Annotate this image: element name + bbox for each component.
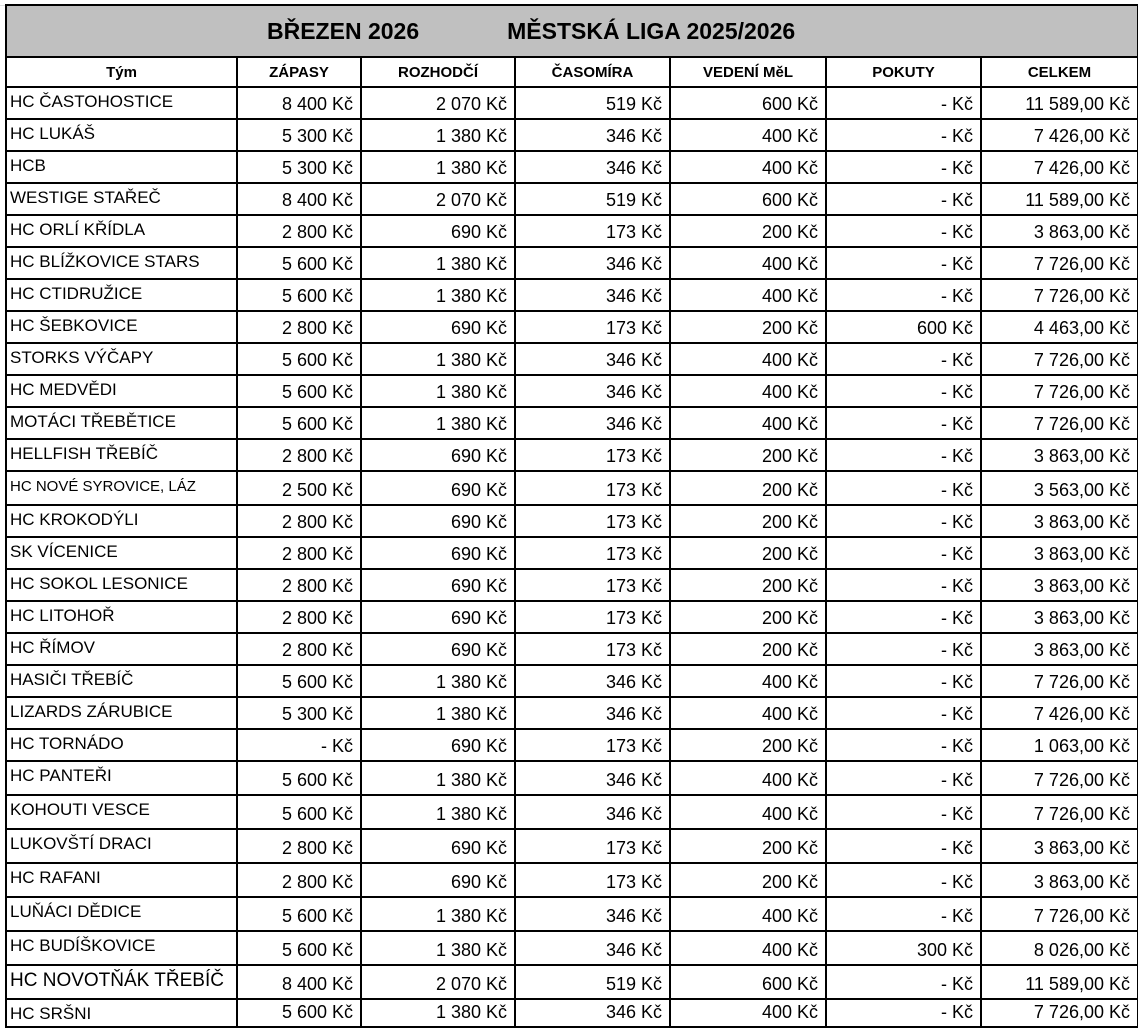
team-name-cell[interactable]: HC MEDVĚDI <box>6 375 237 407</box>
table-row <box>6 471 1138 505</box>
team-name-cell[interactable]: HC RAFANI <box>6 863 237 897</box>
fines-cell[interactable]: - Kč <box>826 279 981 311</box>
matches-cell[interactable]: 2 800 Kč <box>237 829 361 863</box>
records-cell[interactable]: 200 Kč <box>670 829 826 863</box>
total-cell[interactable]: 7 726,00 Kč <box>981 665 1138 697</box>
records-cell[interactable]: 400 Kč <box>670 119 826 151</box>
team-name-cell[interactable]: MOTÁCI TŘEBĚTICE <box>6 407 237 439</box>
referee-cell[interactable]: 1 380 Kč <box>361 247 515 279</box>
table-row <box>6 829 1138 863</box>
referee-cell[interactable]: 690 Kč <box>361 601 515 633</box>
column-header-fines[interactable]: POKUTY <box>826 57 981 87</box>
timekeeper-cell[interactable]: 173 Kč <box>515 601 670 633</box>
matches-cell[interactable]: 8 400 Kč <box>237 965 361 999</box>
team-name-cell[interactable]: HC ŘÍMOV <box>6 633 237 665</box>
fines-cell[interactable]: - Kč <box>826 375 981 407</box>
total-cell[interactable]: 7 426,00 Kč <box>981 119 1138 151</box>
fines-cell[interactable]: - Kč <box>826 471 981 505</box>
total-cell[interactable]: 1 063,00 Kč <box>981 729 1138 761</box>
matches-cell[interactable]: 5 600 Kč <box>237 999 361 1027</box>
team-name-cell[interactable]: LUŇÁCI DĚDICE <box>6 897 237 931</box>
timekeeper-cell[interactable]: 346 Kč <box>515 407 670 439</box>
team-name-cell[interactable]: HC BLÍŽKOVICE STARS <box>6 247 237 279</box>
referee-cell[interactable]: 1 380 Kč <box>361 795 515 829</box>
fines-cell[interactable]: - Kč <box>826 119 981 151</box>
fines-cell[interactable]: - Kč <box>826 761 981 795</box>
matches-cell[interactable]: 2 800 Kč <box>237 215 361 247</box>
timekeeper-cell[interactable]: 173 Kč <box>515 505 670 537</box>
fines-cell[interactable]: - Kč <box>826 965 981 999</box>
table-row <box>6 279 1138 311</box>
fines-cell[interactable]: - Kč <box>826 247 981 279</box>
referee-cell[interactable]: 1 380 Kč <box>361 375 515 407</box>
referee-cell[interactable]: 1 380 Kč <box>361 343 515 375</box>
total-cell[interactable]: 7 726,00 Kč <box>981 897 1138 931</box>
matches-cell[interactable]: 5 600 Kč <box>237 279 361 311</box>
matches-cell[interactable]: 5 600 Kč <box>237 761 361 795</box>
team-name-cell[interactable]: HCB <box>6 151 237 183</box>
fines-cell[interactable]: - Kč <box>826 215 981 247</box>
total-cell[interactable]: 4 463,00 Kč <box>981 311 1138 343</box>
referee-cell[interactable]: 1 380 Kč <box>361 665 515 697</box>
matches-cell[interactable]: 5 300 Kč <box>237 697 361 729</box>
fines-cell[interactable]: - Kč <box>826 897 981 931</box>
total-cell[interactable]: 7 726,00 Kč <box>981 343 1138 375</box>
team-name-cell[interactable]: HC SRŠNI <box>6 999 237 1027</box>
timekeeper-cell[interactable]: 346 Kč <box>515 151 670 183</box>
records-cell[interactable]: 400 Kč <box>670 665 826 697</box>
matches-cell[interactable]: 2 800 Kč <box>237 537 361 569</box>
total-cell[interactable]: 7 726,00 Kč <box>981 247 1138 279</box>
referee-cell[interactable]: 690 Kč <box>361 505 515 537</box>
referee-cell[interactable]: 1 380 Kč <box>361 697 515 729</box>
records-cell[interactable]: 200 Kč <box>670 471 826 505</box>
records-cell[interactable]: 200 Kč <box>670 601 826 633</box>
team-name-cell[interactable]: HC LITOHOŘ <box>6 601 237 633</box>
records-cell[interactable]: 400 Kč <box>670 931 826 965</box>
total-cell[interactable]: 8 026,00 Kč <box>981 931 1138 965</box>
total-cell[interactable]: 7 726,00 Kč <box>981 999 1138 1027</box>
table-row <box>6 931 1138 965</box>
referee-cell[interactable]: 690 Kč <box>361 439 515 471</box>
table-row <box>6 999 1138 1027</box>
timekeeper-cell[interactable]: 173 Kč <box>515 829 670 863</box>
table-row <box>6 965 1138 999</box>
timekeeper-cell[interactable]: 346 Kč <box>515 279 670 311</box>
referee-cell[interactable]: 1 380 Kč <box>361 931 515 965</box>
team-name-cell[interactable]: HC ŠEBKOVICE <box>6 311 237 343</box>
records-cell[interactable]: 200 Kč <box>670 505 826 537</box>
matches-cell[interactable]: 2 800 Kč <box>237 863 361 897</box>
matches-cell[interactable]: 2 800 Kč <box>237 439 361 471</box>
fines-cell[interactable]: - Kč <box>826 183 981 215</box>
table-row <box>6 183 1138 215</box>
matches-cell[interactable]: 5 600 Kč <box>237 665 361 697</box>
fines-cell[interactable]: - Kč <box>826 999 981 1027</box>
records-cell[interactable]: 200 Kč <box>670 569 826 601</box>
team-name-cell[interactable]: HC BUDÍŠKOVICE <box>6 931 237 965</box>
table-row <box>6 407 1138 439</box>
fees-table <box>5 4 1138 1028</box>
team-name-cell[interactable]: KOHOUTI VESCE <box>6 795 237 829</box>
total-cell[interactable]: 7 726,00 Kč <box>981 407 1138 439</box>
table-row <box>6 863 1138 897</box>
team-name-cell[interactable]: HELLFISH TŘEBÍČ <box>6 439 237 471</box>
records-cell[interactable]: 200 Kč <box>670 215 826 247</box>
referee-cell[interactable]: 1 380 Kč <box>361 897 515 931</box>
fines-cell[interactable]: - Kč <box>826 569 981 601</box>
timekeeper-cell[interactable]: 346 Kč <box>515 897 670 931</box>
records-cell[interactable]: 400 Kč <box>670 343 826 375</box>
matches-cell[interactable]: 8 400 Kč <box>237 183 361 215</box>
table-row <box>6 343 1138 375</box>
fines-cell[interactable]: 600 Kč <box>826 311 981 343</box>
team-name-cell[interactable]: HC ČASTOHOSTICE <box>6 87 237 119</box>
total-cell[interactable]: 3 863,00 Kč <box>981 215 1138 247</box>
fines-cell[interactable]: - Kč <box>826 795 981 829</box>
column-header-referee[interactable]: ROZHODČÍ <box>361 57 515 87</box>
table-row <box>6 697 1138 729</box>
title-month: BŘEZEN 2026 <box>267 17 420 44</box>
fines-cell[interactable]: - Kč <box>826 439 981 471</box>
matches-cell[interactable]: 5 600 Kč <box>237 407 361 439</box>
title-cell[interactable] <box>6 5 1138 57</box>
matches-cell[interactable]: 2 800 Kč <box>237 505 361 537</box>
table-row <box>6 601 1138 633</box>
records-cell[interactable]: 400 Kč <box>670 697 826 729</box>
timekeeper-cell[interactable]: 346 Kč <box>515 931 670 965</box>
matches-cell[interactable]: 5 600 Kč <box>237 375 361 407</box>
records-cell[interactable]: 400 Kč <box>670 761 826 795</box>
total-cell[interactable]: 3 563,00 Kč <box>981 471 1138 505</box>
table-row <box>6 87 1138 119</box>
records-cell[interactable]: 400 Kč <box>670 375 826 407</box>
matches-cell[interactable]: 5 600 Kč <box>237 931 361 965</box>
timekeeper-cell[interactable]: 519 Kč <box>515 183 670 215</box>
team-name-cell[interactable]: HC PANTEŘI <box>6 761 237 795</box>
fines-cell[interactable]: - Kč <box>826 697 981 729</box>
records-cell[interactable]: 400 Kč <box>670 897 826 931</box>
timekeeper-cell[interactable]: 173 Kč <box>515 729 670 761</box>
total-cell[interactable]: 11 589,00 Kč <box>981 87 1138 119</box>
referee-cell[interactable]: 2 070 Kč <box>361 183 515 215</box>
records-cell[interactable]: 200 Kč <box>670 633 826 665</box>
total-cell[interactable]: 7 426,00 Kč <box>981 697 1138 729</box>
timekeeper-cell[interactable]: 173 Kč <box>515 863 670 897</box>
fines-cell[interactable]: - Kč <box>826 343 981 375</box>
matches-cell[interactable]: 2 800 Kč <box>237 311 361 343</box>
fines-cell[interactable]: - Kč <box>826 829 981 863</box>
timekeeper-cell[interactable]: 173 Kč <box>515 633 670 665</box>
timekeeper-cell[interactable]: 346 Kč <box>515 375 670 407</box>
matches-cell[interactable]: 5 600 Kč <box>237 897 361 931</box>
timekeeper-cell[interactable]: 519 Kč <box>515 87 670 119</box>
fines-cell[interactable]: - Kč <box>826 537 981 569</box>
table-row <box>6 311 1138 343</box>
referee-cell[interactable]: 690 Kč <box>361 215 515 247</box>
referee-cell[interactable]: 1 380 Kč <box>361 151 515 183</box>
fines-cell[interactable]: 300 Kč <box>826 931 981 965</box>
title-league: MĚSTSKÁ LIGA 2025/2026 <box>507 17 796 44</box>
total-cell[interactable]: 3 863,00 Kč <box>981 633 1138 665</box>
column-header-matches[interactable]: ZÁPASY <box>237 57 361 87</box>
total-cell[interactable]: 3 863,00 Kč <box>981 537 1138 569</box>
referee-cell[interactable]: 690 Kč <box>361 471 515 505</box>
referee-cell[interactable]: 2 070 Kč <box>361 965 515 999</box>
table-row <box>6 151 1138 183</box>
matches-cell[interactable]: 5 300 Kč <box>237 119 361 151</box>
total-cell[interactable]: 7 726,00 Kč <box>981 795 1138 829</box>
fines-cell[interactable]: - Kč <box>826 407 981 439</box>
table-row <box>6 665 1138 697</box>
table-row <box>6 375 1138 407</box>
records-cell[interactable]: 200 Kč <box>670 863 826 897</box>
team-name-cell[interactable]: LIZARDS ZÁRUBICE <box>6 697 237 729</box>
referee-cell[interactable]: 690 Kč <box>361 569 515 601</box>
team-name-cell[interactable]: STORKS VÝČAPY <box>6 343 237 375</box>
column-header-total[interactable]: CELKEM <box>981 57 1138 87</box>
referee-cell[interactable]: 1 380 Kč <box>361 119 515 151</box>
table-row <box>6 795 1138 829</box>
fines-cell[interactable]: - Kč <box>826 505 981 537</box>
referee-cell[interactable]: 690 Kč <box>361 729 515 761</box>
team-name-cell[interactable]: HC ORLÍ KŘÍDLA <box>6 215 237 247</box>
fines-cell[interactable]: - Kč <box>826 151 981 183</box>
table-row <box>6 505 1138 537</box>
team-name-cell[interactable]: HC CTIDRUŽICE <box>6 279 237 311</box>
referee-cell[interactable]: 690 Kč <box>361 311 515 343</box>
table-row <box>6 569 1138 601</box>
matches-cell[interactable]: 2 500 Kč <box>237 471 361 505</box>
matches-cell[interactable]: 2 800 Kč <box>237 601 361 633</box>
total-cell[interactable]: 3 863,00 Kč <box>981 439 1138 471</box>
timekeeper-cell[interactable]: 346 Kč <box>515 761 670 795</box>
table-row <box>6 633 1138 665</box>
total-cell[interactable]: 7 726,00 Kč <box>981 761 1138 795</box>
team-name-cell[interactable]: LUKOVŠTÍ DRACI <box>6 829 237 863</box>
team-name-cell[interactable]: HC NOVOTŇÁK TŘEBÍČ <box>6 965 237 999</box>
referee-cell[interactable]: 2 070 Kč <box>361 87 515 119</box>
referee-cell[interactable]: 1 380 Kč <box>361 999 515 1027</box>
referee-cell[interactable]: 1 380 Kč <box>361 279 515 311</box>
total-cell[interactable]: 3 863,00 Kč <box>981 601 1138 633</box>
table-row <box>6 897 1138 931</box>
total-cell[interactable]: 11 589,00 Kč <box>981 183 1138 215</box>
timekeeper-cell[interactable]: 519 Kč <box>515 965 670 999</box>
table-row <box>6 537 1138 569</box>
records-cell[interactable]: 400 Kč <box>670 795 826 829</box>
matches-cell[interactable]: 2 800 Kč <box>237 633 361 665</box>
timekeeper-cell[interactable]: 173 Kč <box>515 439 670 471</box>
team-name-cell[interactable]: WESTIGE STAŘEČ <box>6 183 237 215</box>
records-cell[interactable]: 200 Kč <box>670 439 826 471</box>
team-name-cell[interactable]: SK VÍCENICE <box>6 537 237 569</box>
timekeeper-cell[interactable]: 346 Kč <box>515 247 670 279</box>
timekeeper-cell[interactable]: 346 Kč <box>515 343 670 375</box>
timekeeper-cell[interactable]: 173 Kč <box>515 311 670 343</box>
table-row <box>6 439 1138 471</box>
total-cell[interactable]: 7 426,00 Kč <box>981 151 1138 183</box>
matches-cell[interactable]: 5 600 Kč <box>237 247 361 279</box>
timekeeper-cell[interactable]: 346 Kč <box>515 795 670 829</box>
total-cell[interactable]: 3 863,00 Kč <box>981 829 1138 863</box>
total-cell[interactable]: 7 726,00 Kč <box>981 279 1138 311</box>
total-cell[interactable]: 3 863,00 Kč <box>981 569 1138 601</box>
team-name-cell[interactable]: HC SOKOL LESONICE <box>6 569 237 601</box>
records-cell[interactable]: 400 Kč <box>670 999 826 1027</box>
total-cell[interactable]: 3 863,00 Kč <box>981 863 1138 897</box>
referee-cell[interactable]: 690 Kč <box>361 633 515 665</box>
matches-cell[interactable]: 5 300 Kč <box>237 151 361 183</box>
fines-cell[interactable]: - Kč <box>826 729 981 761</box>
records-cell[interactable]: 600 Kč <box>670 87 826 119</box>
timekeeper-cell[interactable]: 173 Kč <box>515 215 670 247</box>
total-cell[interactable]: 7 726,00 Kč <box>981 375 1138 407</box>
records-cell[interactable]: 200 Kč <box>670 537 826 569</box>
timekeeper-cell[interactable]: 173 Kč <box>515 537 670 569</box>
column-header-records[interactable]: VEDENÍ MěL <box>670 57 826 87</box>
fines-cell[interactable]: - Kč <box>826 633 981 665</box>
team-name-cell[interactable]: HC NOVÉ SYROVICE, LÁZ <box>6 471 237 505</box>
matches-cell[interactable]: 8 400 Kč <box>237 87 361 119</box>
team-name-cell[interactable]: HASIČI TŘEBÍČ <box>6 665 237 697</box>
team-name-cell[interactable]: HC TORNÁDO <box>6 729 237 761</box>
records-cell[interactable]: 600 Kč <box>670 183 826 215</box>
referee-cell[interactable]: 690 Kč <box>361 863 515 897</box>
referee-cell[interactable]: 690 Kč <box>361 829 515 863</box>
referee-cell[interactable]: 1 380 Kč <box>361 407 515 439</box>
matches-cell[interactable]: 5 600 Kč <box>237 795 361 829</box>
column-header-team[interactable]: Tým <box>6 57 237 87</box>
total-cell[interactable]: 3 863,00 Kč <box>981 505 1138 537</box>
table-row <box>6 215 1138 247</box>
team-name-cell[interactable]: HC LUKÁŠ <box>6 119 237 151</box>
fines-cell[interactable]: - Kč <box>826 665 981 697</box>
matches-cell[interactable]: - Kč <box>237 729 361 761</box>
table-row <box>6 761 1138 795</box>
records-cell[interactable]: 400 Kč <box>670 151 826 183</box>
team-name-cell[interactable]: HC KROKODÝLI <box>6 505 237 537</box>
records-cell[interactable]: 200 Kč <box>670 311 826 343</box>
matches-cell[interactable]: 5 600 Kč <box>237 343 361 375</box>
fines-cell[interactable]: - Kč <box>826 87 981 119</box>
fines-cell[interactable]: - Kč <box>826 601 981 633</box>
records-cell[interactable]: 400 Kč <box>670 407 826 439</box>
table-row <box>6 247 1138 279</box>
referee-cell[interactable]: 690 Kč <box>361 537 515 569</box>
referee-cell[interactable]: 1 380 Kč <box>361 761 515 795</box>
records-cell[interactable]: 400 Kč <box>670 247 826 279</box>
timekeeper-cell[interactable]: 346 Kč <box>515 999 670 1027</box>
column-header-timekeeper[interactable]: ČASOMÍRA <box>515 57 670 87</box>
table-row <box>6 119 1138 151</box>
timekeeper-cell[interactable]: 346 Kč <box>515 119 670 151</box>
timekeeper-cell[interactable]: 173 Kč <box>515 471 670 505</box>
total-cell[interactable]: 11 589,00 Kč <box>981 965 1138 999</box>
matches-cell[interactable]: 2 800 Kč <box>237 569 361 601</box>
records-cell[interactable]: 200 Kč <box>670 729 826 761</box>
fines-cell[interactable]: - Kč <box>826 863 981 897</box>
timekeeper-cell[interactable]: 346 Kč <box>515 697 670 729</box>
timekeeper-cell[interactable]: 173 Kč <box>515 569 670 601</box>
table-row <box>6 729 1138 761</box>
records-cell[interactable]: 400 Kč <box>670 279 826 311</box>
timekeeper-cell[interactable]: 346 Kč <box>515 665 670 697</box>
records-cell[interactable]: 600 Kč <box>670 965 826 999</box>
